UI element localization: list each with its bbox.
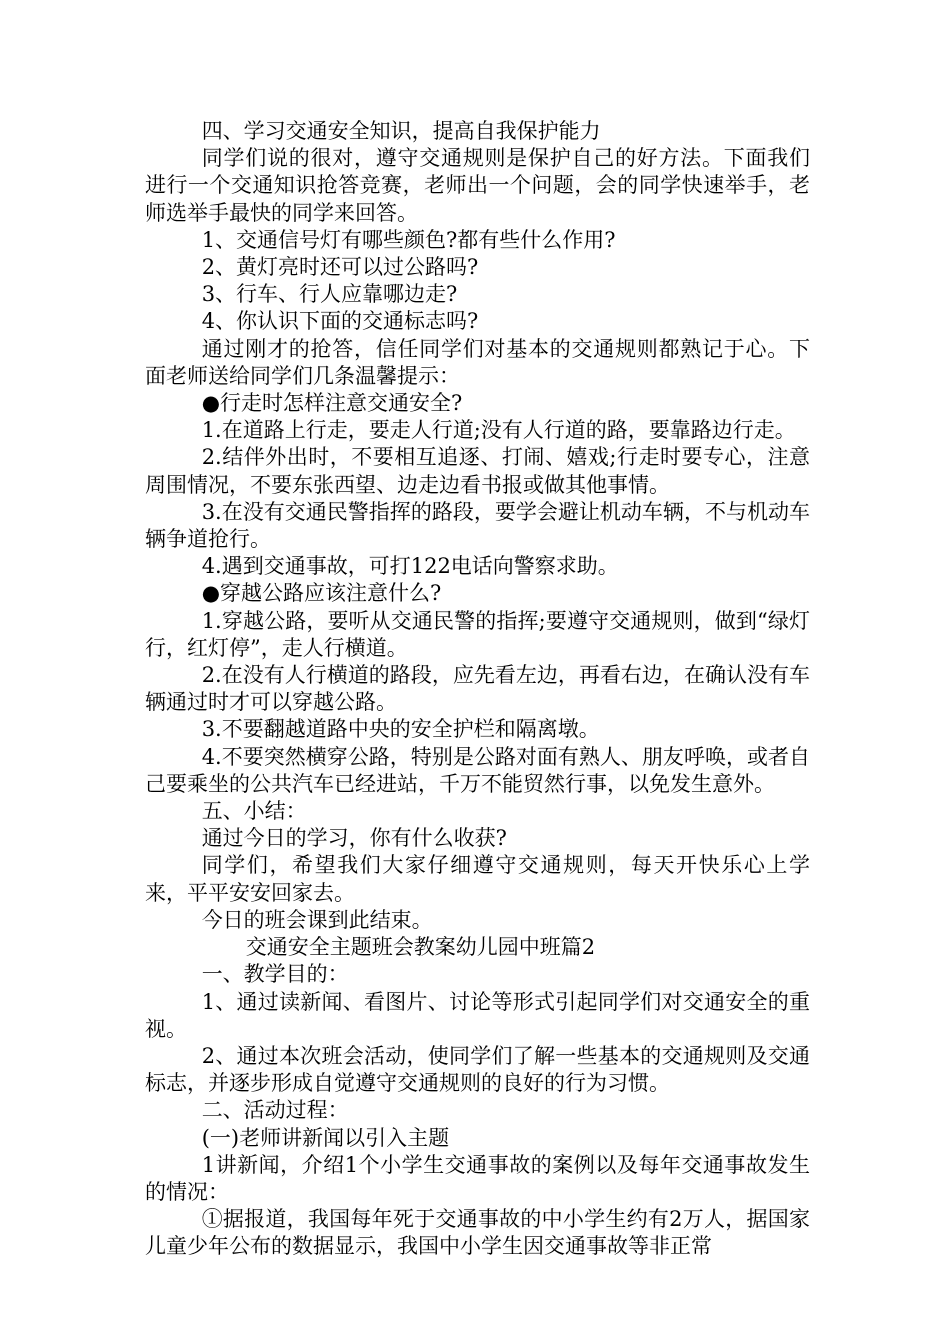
paragraph: 通过今日的学习，你有什么收获?	[201, 826, 507, 851]
paragraph: 2.在没有人行横道的路段，应先看左边，再看右边，在确认没有车辆通过时才可以穿越公路。	[145, 663, 810, 715]
paragraph: 4.不要突然横穿公路，特别是公路对面有熟人、朋友呼唤，或者自己要乘坐的公共汽车已经进站，千万不能贸然行事，以免发生意外。	[145, 744, 810, 796]
paragraph: (一)老师讲新闻以引入主题	[201, 1125, 450, 1150]
paragraph: ●行走时怎样注意交通安全?	[201, 391, 463, 416]
paragraph: 3.不要翻越道路中央的安全护栏和隔离墩。	[201, 717, 600, 742]
paragraph: ①据报道，我国每年死于交通事故的中小学生约有2万人，据国家儿童少年公布的数据显示，我国中小学生因交通事故等非正常	[145, 1207, 810, 1259]
paragraph: 4.遇到交通事故，可打122电话向警察求助。	[201, 554, 619, 579]
paragraph: 4、你认识下面的交通标志吗?	[201, 309, 479, 334]
paragraph: ●穿越公路应该注意什么?	[201, 581, 442, 606]
paragraph: 1、通过读新闻、看图片、讨论等形式引起同学们对交通安全的重视。	[145, 989, 810, 1041]
document-page	[145, 118, 810, 1261]
paragraph: 同学们，希望我们大家仔细遵守交通规则，每天开快乐心上学来，平平安安回家去。	[145, 853, 810, 905]
paragraph: 1.穿越公路，要听从交通民警的指挥;要遵守交通规则，做到“绿灯行，红灯停”，走人行横道。	[145, 608, 810, 660]
paragraph: 2.结伴外出时，不要相互追逐、打闹、嬉戏;行走时要专心，注意周围情况，不要东张西望、边走边看书报或做其他事情。	[145, 445, 810, 497]
paragraph: 1.在道路上行走，要走人行道;没有人行道的路，要靠路边行走。	[201, 418, 796, 443]
section-title: 交通安全主题班会教案幼儿园中班篇2	[245, 935, 596, 960]
paragraph: 同学们说的很对，遵守交通规则是保护自己的好方法。下面我们进行一个交通知识抢答竞赛，老师出一个问题，会的同学快速举手，老师选举手最快的同学来回答。	[145, 146, 810, 225]
paragraph: 3.在没有交通民警指挥的路段，要学会避让机动车辆，不与机动车辆争道抢行。	[145, 499, 810, 552]
paragraph: 二、活动过程：	[201, 1098, 349, 1123]
paragraph: 1讲新闻，介绍1个小学生交通事故的案例以及每年交通事故发生的情况：	[145, 1152, 810, 1204]
paragraph: 今日的班会课到此结束。	[201, 907, 433, 932]
paragraph: 2、通过本次班会活动，使同学们了解一些基本的交通规则及交通标志，并逐步形成自觉遵守交通规则的良好的行为习惯。	[145, 1043, 810, 1096]
paragraph: 一、教学目的：	[201, 962, 349, 987]
paragraph: 3、行车、行人应靠哪边走?	[201, 282, 458, 307]
paragraph: 2、黄灯亮时还可以过公路吗?	[201, 255, 479, 280]
paragraph: 通过刚才的抢答，信任同学们对基本的交通规则都熟记于心。下面老师送给同学们几条温馨提示：	[145, 336, 810, 388]
paragraph: 五、小结：	[201, 799, 307, 824]
paragraph: 四、学习交通安全知识，提高自我保护能力	[201, 119, 601, 143]
paragraph: 1、交通信号灯有哪些颜色?都有些什么作用?	[201, 227, 616, 252]
